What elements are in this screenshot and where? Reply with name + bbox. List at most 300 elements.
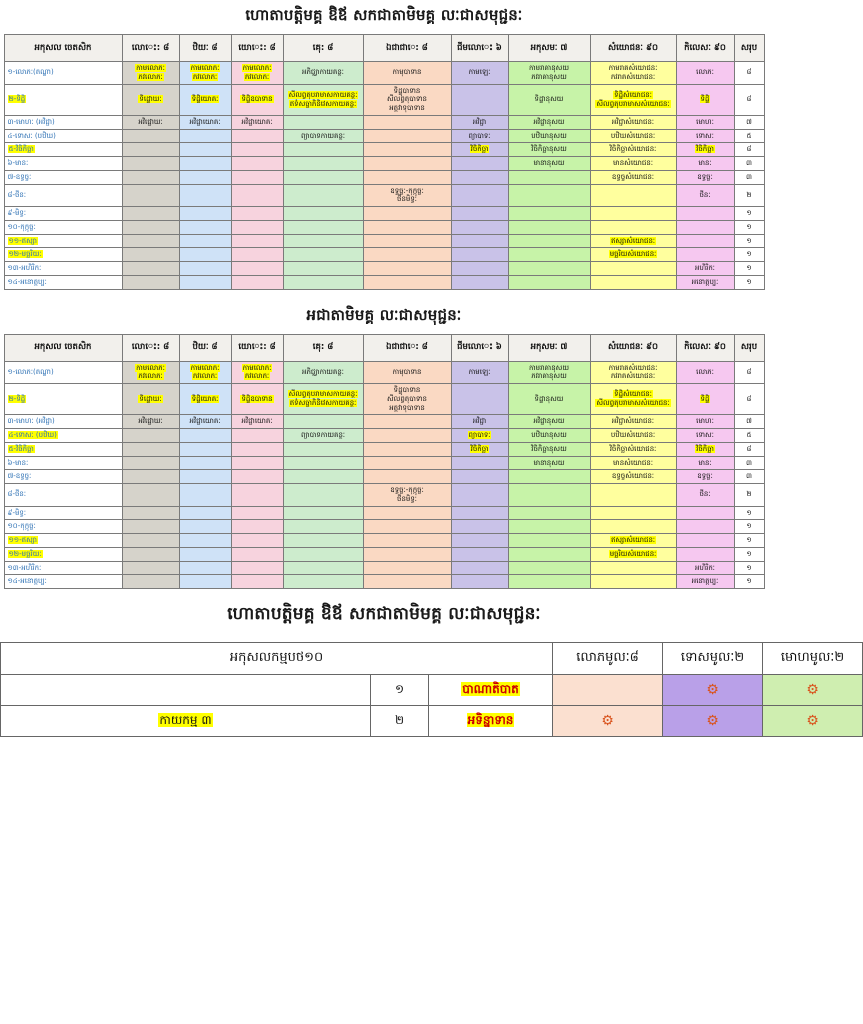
table-cell <box>363 143 451 157</box>
table-header-row <box>4 35 764 62</box>
table-cell: ទោសៈ <box>676 429 734 443</box>
table-cell <box>508 207 590 221</box>
table-cell: កាមលោភៈ ភវលោភៈ <box>122 62 179 85</box>
table-cell <box>231 429 283 443</box>
table-cell <box>590 506 676 520</box>
table-row <box>4 143 764 157</box>
table-cell <box>451 84 508 115</box>
table-cell <box>451 262 508 276</box>
table-cell <box>283 484 363 507</box>
table-cell: មច្ឆរិយសំយោជនៈ <box>590 547 676 561</box>
table-cell <box>451 534 508 548</box>
table-cell: មានៈ <box>676 456 734 470</box>
table-cell <box>231 456 283 470</box>
table-cell <box>231 470 283 484</box>
table-cell <box>508 262 590 276</box>
table-cell: វិចិកិច្ឆានុសយ <box>508 442 590 456</box>
table-cell <box>231 207 283 221</box>
column-header-2: ឋិយៈ ៨ <box>179 35 231 62</box>
table-cell <box>122 275 179 289</box>
table-row <box>4 361 764 384</box>
table-cell <box>451 184 508 207</box>
table-cell: អភិជ្ឈាកាយគន្ថៈ <box>283 62 363 85</box>
table-cell: ៣ <box>734 470 764 484</box>
table-cell: ទិដ្ឋិសំយោជនៈ សីលព្វតុបរាមាសសំយោជនៈ <box>590 384 676 415</box>
table-cell: វិចិកិច្ឆា <box>676 143 734 157</box>
table-cell: ទិដ្ឋុបាទាន សីលព្វតុបាទាន អត្តវាទុបាទាន <box>363 384 451 415</box>
table-cell <box>122 220 179 234</box>
table-cell <box>122 575 179 589</box>
table-cell <box>283 275 363 289</box>
table-cell <box>283 534 363 548</box>
table-cell: ឧទ្ធច្ចសំយោជនៈ <box>590 470 676 484</box>
table-cell <box>451 547 508 561</box>
table-cell: វិចិកិច្ឆា <box>676 442 734 456</box>
table-cell <box>363 415 451 429</box>
gear-icon: ⚙ <box>706 682 719 698</box>
table-cell <box>122 534 179 548</box>
table-cell: ទិដ្ឋុបាទាន សីលព្វតុបាទាន អត្តវាទុបាទាន <box>363 84 451 115</box>
table-cell <box>179 157 231 171</box>
table-cell <box>451 506 508 520</box>
table-cell: ១ <box>734 248 764 262</box>
table-cell: អវិជ្ជា <box>451 415 508 429</box>
table-cell <box>231 506 283 520</box>
row-label: ៨-ថីនៈ <box>4 484 122 507</box>
table-cell <box>231 484 283 507</box>
table-cell: ១ <box>734 262 764 276</box>
table-cell: អហិរិកៈ <box>676 262 734 276</box>
table-cell: វិចិកិច្ឆាសំយោជនៈ <box>590 442 676 456</box>
table-cell <box>231 129 283 143</box>
akusala-kammapatha-summary-table <box>0 642 863 737</box>
page-title-1: ហោតាបត្តិមគ្គ ឱិឪ សកជាតាមិមគ្គ លៈជាសមុជ្ជនៈ <box>245 6 523 24</box>
column-header-10: សរុប <box>734 334 764 361</box>
table-cell <box>363 248 451 262</box>
table-cell: សីលព្វតុបរាមាសកាយគន្ថៈ ឥទំសច្ចាភិនិវេសកាយគន្ថៈ <box>283 384 363 415</box>
table-cell <box>508 575 590 589</box>
table-row <box>4 415 764 429</box>
table-cell <box>676 520 734 534</box>
table-cell <box>508 275 590 289</box>
table-cell: កាមលោភៈ ភវលោភៈ <box>179 62 231 85</box>
table-body <box>4 361 764 589</box>
summary-name: អទិន្នាទាន <box>429 706 553 737</box>
table-cell: ទិដ្ឋិយោគៈ <box>179 84 231 115</box>
column-header-8: សំយោជនៈ ៩០ <box>590 35 676 62</box>
table-cell: អវិជ្ជាយោគៈ <box>231 415 283 429</box>
column-header-1: លោេះ: ៨ <box>122 35 179 62</box>
table-cell: ឧទ្ធច្ចៈ <box>676 470 734 484</box>
table-cell <box>590 484 676 507</box>
gear-icon: ⚙ <box>806 682 819 698</box>
table-cell <box>231 234 283 248</box>
table-cell: លោភៈ <box>676 62 734 85</box>
table-cell <box>363 207 451 221</box>
table-cell <box>231 561 283 575</box>
table-cell <box>231 547 283 561</box>
table-cell: វិចិកិច្ឆានុសយ <box>508 143 590 157</box>
table-cell <box>231 520 283 534</box>
summary-group-cell <box>1 675 371 706</box>
table-cell <box>179 262 231 276</box>
table-cell <box>451 207 508 221</box>
table-cell: មោហៈ <box>676 415 734 429</box>
table-cell <box>676 220 734 234</box>
table-cell <box>676 248 734 262</box>
table-cell: ទិដ្ឋោឃៈ <box>122 384 179 415</box>
row-label: ៧-ឧទ្ធច្ចៈ <box>4 470 122 484</box>
table-cell: ៨ <box>734 442 764 456</box>
table-cell <box>451 575 508 589</box>
table-cell <box>231 248 283 262</box>
table-cell: ថីនៈ <box>676 484 734 507</box>
table-cell <box>122 506 179 520</box>
table-cell <box>179 275 231 289</box>
summary-teah-cell <box>663 706 763 737</box>
table-cell <box>283 561 363 575</box>
table-cell: វិចិកិច្ឆា <box>451 143 508 157</box>
table-cell <box>283 575 363 589</box>
column-header-8: សំយោជនៈ ៩០ <box>590 334 676 361</box>
table-cell: ៧ <box>734 415 764 429</box>
table-cell: ថីនៈ <box>676 184 734 207</box>
table-cell <box>122 520 179 534</box>
summary-lok-cell <box>553 675 663 706</box>
table-cell <box>363 575 451 589</box>
table-cell <box>122 129 179 143</box>
table-cell: មច្ឆរិយសំយោជនៈ <box>590 248 676 262</box>
table-row <box>4 234 764 248</box>
table-cell: ទិដ្ឋានុសយ <box>508 384 590 415</box>
table-cell <box>590 520 676 534</box>
row-label: ៤-ទោសៈ (បឋិឃ) <box>4 429 122 443</box>
table-cell <box>122 484 179 507</box>
table-row <box>4 561 764 575</box>
table-cell <box>179 220 231 234</box>
column-header-3: យោេះ: ៨ <box>231 334 283 361</box>
table-cell: កាមុបាទាន <box>363 62 451 85</box>
table-cell: មានសំយោជនៈ <box>590 157 676 171</box>
table-cell <box>508 484 590 507</box>
table-cell: អវិជ្ជោឃៈ <box>122 415 179 429</box>
table-cell: ព្យាបាទកាយគន្ថៈ <box>283 429 363 443</box>
table-cell <box>179 534 231 548</box>
table-cell <box>590 220 676 234</box>
table-cell <box>283 115 363 129</box>
table-cell <box>590 575 676 589</box>
column-header-9: កិលេសៈ ៩០ <box>676 334 734 361</box>
table-cell <box>179 184 231 207</box>
summary-moha-cell <box>763 706 863 737</box>
row-label: ៤-ទោសៈ (បឋិឃ) <box>4 129 122 143</box>
table-cell <box>508 534 590 548</box>
table-cell <box>122 234 179 248</box>
table-cell <box>508 234 590 248</box>
table-cell <box>363 157 451 171</box>
table-cell <box>179 207 231 221</box>
table-cell: មានានុសយ <box>508 456 590 470</box>
table-cell <box>231 157 283 171</box>
table-row <box>4 456 764 470</box>
table-cell: ១ <box>734 220 764 234</box>
column-header-7: អកុសមៈ ៧ <box>508 334 590 361</box>
table-cell: ទិដ្ឋានុសយ <box>508 84 590 115</box>
table-cell: កាមឡេៈ <box>451 62 508 85</box>
column-header-4: គេុ: ៨ <box>283 35 363 62</box>
table-cell <box>363 520 451 534</box>
akusala-chetasika-table-1 <box>4 34 765 290</box>
summary-index: ២ <box>371 706 429 737</box>
table-cell: ១ <box>734 520 764 534</box>
table-cell <box>363 220 451 234</box>
table-cell: ឧទ្ធច្ចៈ-កុក្កុច្ចៈ ថីនមិទ្ធៈ <box>363 484 451 507</box>
table-cell <box>590 275 676 289</box>
summary-row <box>1 706 863 737</box>
table-cell: អវិជ្ជាសំយោជនៈ <box>590 415 676 429</box>
table-cell <box>179 442 231 456</box>
table-cell <box>363 234 451 248</box>
table-cell: ព្យាបាទៈ <box>451 129 508 143</box>
table-cell <box>283 234 363 248</box>
table-cell: ទិដ្ឋិយោគៈ <box>179 384 231 415</box>
table-row <box>4 442 764 456</box>
table-cell <box>122 248 179 262</box>
page-title-3: ហោតាបត្តិមគ្គ ឱិឪ សកជាតាមិមគ្គ លៈជាសមុជ្ជនៈ <box>227 604 541 624</box>
table-row <box>4 262 764 276</box>
table-cell: កាមលោភៈ ភវលោភៈ <box>122 361 179 384</box>
table-cell: មានានុសយ <box>508 157 590 171</box>
column-header-7: អកុសមៈ ៧ <box>508 35 590 62</box>
table-cell <box>283 547 363 561</box>
table-cell <box>451 157 508 171</box>
table-cell <box>451 470 508 484</box>
column-header-0: អកុសល ចេតសិក <box>4 334 122 361</box>
table-cell <box>231 143 283 157</box>
table-cell: ១ <box>734 561 764 575</box>
row-label: ១១-ឥស្សា <box>4 234 122 248</box>
table-cell: ទិដ្ឋិ <box>676 384 734 415</box>
summary-group-header: អកុសលកម្មបថ១០ <box>1 643 553 675</box>
table-cell <box>179 470 231 484</box>
table-cell: ២ <box>734 484 764 507</box>
table-cell <box>179 234 231 248</box>
table-cell: កាមឡេៈ <box>451 361 508 384</box>
table-cell: កាមរាគានុសយ ភវរាគានុសយ <box>508 361 590 384</box>
akusala-chetasika-table-2 <box>4 334 765 590</box>
table-cell: មោហៈ <box>676 115 734 129</box>
row-label: ១-លោភៈ(តណ្ហា) <box>4 361 122 384</box>
table-cell: ព្យាបាទកាយគន្ថៈ <box>283 129 363 143</box>
table-cell <box>283 442 363 456</box>
table-cell <box>363 547 451 561</box>
summary-group-cell: កាយកម្ម ៣ <box>1 706 371 737</box>
table-cell <box>590 207 676 221</box>
table-cell <box>283 207 363 221</box>
table-cell: ទិដ្ឋោឃៈ <box>122 84 179 115</box>
table-cell: ទិដ្ឋិសំយោជនៈ សីលព្វតុបរាមាសសំយោជនៈ <box>590 84 676 115</box>
table-cell: ១ <box>734 207 764 221</box>
table-row <box>4 157 764 171</box>
table-cell <box>363 561 451 575</box>
table-cell: ១ <box>734 275 764 289</box>
table-cell <box>179 456 231 470</box>
table-cell <box>508 248 590 262</box>
table-cell <box>283 470 363 484</box>
table-cell: ទិដ្ឋិឧបាទាន <box>231 384 283 415</box>
table-cell <box>676 506 734 520</box>
summary-moha-header: មោហមូលៈ២ <box>763 643 863 675</box>
row-label: ១០-កុក្កុច្ចៈ <box>4 220 122 234</box>
row-label: ៧-ឧទ្ធច្ចៈ <box>4 170 122 184</box>
summary-lok-header: លោភមូលៈ៨ <box>553 643 663 675</box>
table-cell <box>179 575 231 589</box>
table-cell <box>363 429 451 443</box>
table-row <box>4 484 764 507</box>
table-row <box>4 207 764 221</box>
table-cell <box>363 470 451 484</box>
table-cell <box>283 262 363 276</box>
table-cell <box>676 534 734 548</box>
row-label: ៣-មោហៈ (អវិជ្ជា) <box>4 415 122 429</box>
table-cell <box>363 129 451 143</box>
table-cell: មានៈ <box>676 157 734 171</box>
table-cell <box>451 456 508 470</box>
table-cell <box>451 234 508 248</box>
table-cell <box>363 534 451 548</box>
table-cell <box>231 442 283 456</box>
table-cell <box>179 520 231 534</box>
table-cell <box>451 220 508 234</box>
table-cell: បឋិឃានុសយ <box>508 129 590 143</box>
table-cell: វិចិកិច្ឆា <box>451 442 508 456</box>
table-cell <box>508 547 590 561</box>
table-cell <box>122 143 179 157</box>
table-row <box>4 534 764 548</box>
table-cell <box>283 248 363 262</box>
table-cell <box>508 561 590 575</box>
table-row <box>4 248 764 262</box>
table-cell <box>363 170 451 184</box>
row-label: ៣-មោហៈ (អវិជ្ជា) <box>4 115 122 129</box>
table-cell: ១ <box>734 547 764 561</box>
table-row <box>4 547 764 561</box>
table-cell: កាមរាគានុសយ ភវរាគានុសយ <box>508 62 590 85</box>
table-cell: ឧទ្ធច្ចសំយោជនៈ <box>590 170 676 184</box>
column-header-0: អកុសល ចេតសិក <box>4 35 122 62</box>
table-cell: អវិជ្ជា <box>451 115 508 129</box>
table-cell: អវិជ្ជាយោគៈ <box>231 115 283 129</box>
table-header-row <box>4 334 764 361</box>
table-cell: កាមរាគសំយោជនៈ ភវរាគសំយោជនៈ <box>590 62 676 85</box>
column-header-9: កិលេសៈ ៩០ <box>676 35 734 62</box>
table-cell <box>122 561 179 575</box>
table-cell <box>122 262 179 276</box>
table-cell <box>122 547 179 561</box>
table-cell: ៧ <box>734 115 764 129</box>
row-label: ១-លោភៈ(តណ្ហា) <box>4 62 122 85</box>
table-cell <box>590 184 676 207</box>
summary-moha-cell <box>763 675 863 706</box>
table-cell <box>179 170 231 184</box>
table-row <box>4 506 764 520</box>
summary-lok-cell <box>553 706 663 737</box>
table-cell <box>590 561 676 575</box>
page-title-2: អជាតាមិមគ្គ លៈជាសមុជ្ជនៈ <box>306 305 462 324</box>
table-cell <box>283 520 363 534</box>
table-cell <box>283 143 363 157</box>
table-cell <box>451 520 508 534</box>
row-label: ១៣-អហិរិកៈ <box>4 262 122 276</box>
table-row <box>4 275 764 289</box>
table-cell: បឋិឃានុសយ <box>508 429 590 443</box>
table-cell: អវិជ្ជាយោគៈ <box>179 115 231 129</box>
row-label: ៩-មិទ្ធៈ <box>4 506 122 520</box>
table-cell <box>179 506 231 520</box>
table-cell: កាមរាគសំយោជនៈ ភវរាគសំយោជនៈ <box>590 361 676 384</box>
table-cell <box>451 384 508 415</box>
table-cell: បឋិឃសំយោជនៈ <box>590 429 676 443</box>
table-cell: អនោត្តប្បៈ <box>676 275 734 289</box>
table-cell: មានសំយោជនៈ <box>590 456 676 470</box>
table-cell: ១ <box>734 506 764 520</box>
table-cell <box>283 456 363 470</box>
table-cell: អហិរិកៈ <box>676 561 734 575</box>
row-label: ៥-វិចិកិច្ឆា <box>4 143 122 157</box>
table-cell: ៨ <box>734 361 764 384</box>
row-label: ១១-ឥស្សា <box>4 534 122 548</box>
row-label: ៨-ថីនៈ <box>4 184 122 207</box>
table-cell <box>179 547 231 561</box>
table-cell: កាមលោភៈ ភវលោភៈ <box>231 62 283 85</box>
table-cell <box>283 415 363 429</box>
table-cell <box>676 207 734 221</box>
table-cell <box>179 248 231 262</box>
table-cell <box>231 170 283 184</box>
row-label: ៦-មានៈ <box>4 456 122 470</box>
table-cell <box>283 506 363 520</box>
table-cell <box>363 115 451 129</box>
table-cell <box>179 429 231 443</box>
table-cell: វិចិកិច្ឆាសំយោជនៈ <box>590 143 676 157</box>
table-cell: កាមុបាទាន <box>363 361 451 384</box>
table-cell: ៨ <box>734 84 764 115</box>
table-cell: អនោត្តប្បៈ <box>676 575 734 589</box>
table-row <box>4 170 764 184</box>
table-body <box>4 62 764 290</box>
row-label: ១០-កុក្កុច្ចៈ <box>4 520 122 534</box>
table-cell: ៨ <box>734 143 764 157</box>
table-cell <box>231 220 283 234</box>
table-cell: ៣ <box>734 157 764 171</box>
row-label: ២-ទិដ្ឋិ <box>4 384 122 415</box>
table-cell <box>179 129 231 143</box>
table-cell: សីលព្វតុបរាមាសកាយគន្ថៈ ឥទំសច្ចាភិនិវេសកាយគន្ថៈ <box>283 84 363 115</box>
summary-name: បាណាតិបាត <box>429 675 553 706</box>
row-label: ១៤-អនោត្តប្បៈ <box>4 275 122 289</box>
column-header-6: ជីមលោេះ ៦ <box>451 334 508 361</box>
table-cell <box>676 547 734 561</box>
table-row <box>4 62 764 85</box>
table-cell <box>283 157 363 171</box>
column-header-10: សរុប <box>734 35 764 62</box>
table-cell: អវិជ្ជោឃៈ <box>122 115 179 129</box>
table-row <box>4 115 764 129</box>
table-cell <box>231 575 283 589</box>
column-header-2: ឋិយៈ ៨ <box>179 334 231 361</box>
table-row <box>4 184 764 207</box>
table-row <box>4 129 764 143</box>
